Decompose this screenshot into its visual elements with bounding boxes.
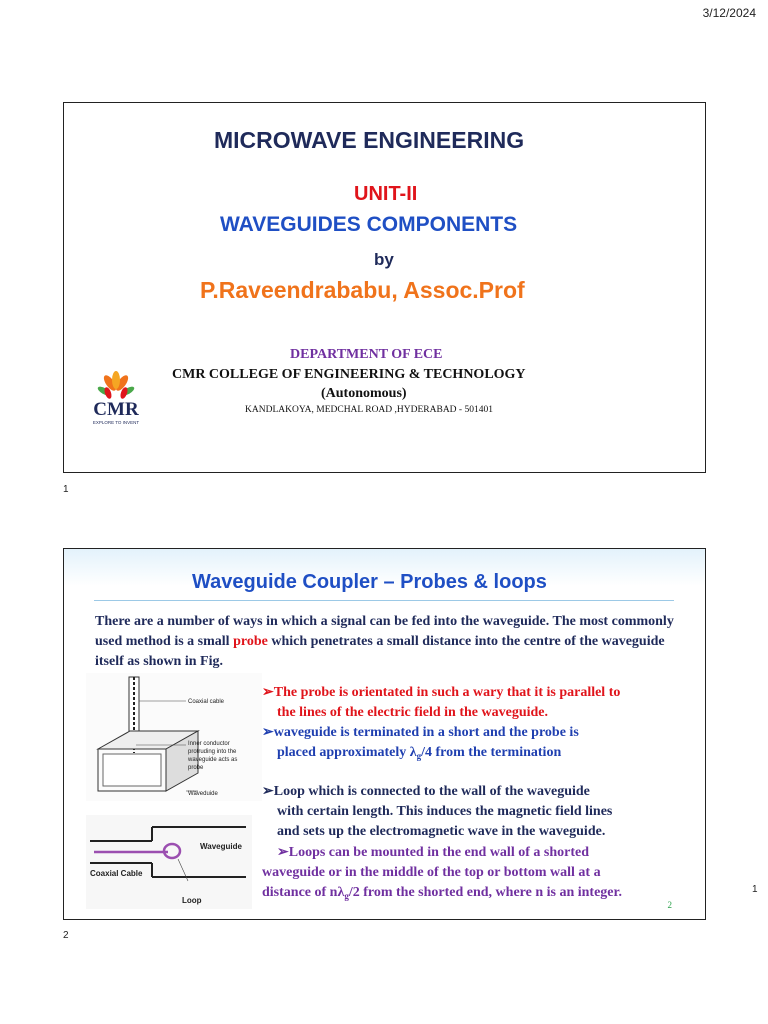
slide-title <box>63 102 706 473</box>
page-number-side: 1 <box>752 884 758 895</box>
flower-icon <box>96 371 135 400</box>
probe-figure <box>86 673 262 801</box>
print-date: 3/12/2024 <box>702 6 756 20</box>
svg-text:Loop: Loop <box>182 896 202 905</box>
svg-text:probe: probe <box>188 765 204 771</box>
department: DEPARTMENT OF ECE <box>290 347 443 362</box>
svg-text:waveguide acts as: waveguide acts as <box>188 757 238 763</box>
bullet-loop-mounting: ➢Loops can be mounted in the end wall of a shorted waveguide or in the middle of the top or bottom wall at a distance of $n\lambda_g/2$ from the shorted end, where n is an integer. <box>262 845 622 901</box>
course-title: MICROWAVE ENGINEERING <box>214 127 525 153</box>
page-number-2: 2 <box>63 930 69 941</box>
unit-label: UNIT-II <box>354 183 418 205</box>
author-name: P.Raveendrababu, Assoc.Prof <box>200 277 525 303</box>
bullet-loop: ➢Loop which is connected to the wall of the waveguide with certain length. This induces the magnetic field lines and sets up the electromagnetic wave in the waveguide. <box>262 784 613 839</box>
by-label: by <box>374 250 394 269</box>
unit-subtitle: WAVEGUIDES COMPONENTS <box>220 213 518 236</box>
bullet-probe-placement: ➢waveguide is terminated in a short and the probe is placed approximately $\lambda_g/4$ from the termination <box>262 725 579 761</box>
page-number-1: 1 <box>63 484 69 495</box>
cmr-logo <box>86 371 146 427</box>
svg-text:Coaxial cable: Coaxial cable <box>188 699 225 705</box>
slide-number: 2 <box>667 900 672 910</box>
svg-text:Waveduide: Waveduide <box>188 791 218 797</box>
bullet-probe-orientation: ➢The probe is orientated in such a wary that it is parallel to the lines of the electric field in the waveguide. <box>262 685 621 720</box>
slide-probes-loops <box>63 548 706 920</box>
probe-highlight: probe <box>233 634 268 649</box>
college-address: KANDLAKOYA, MEDCHAL ROAD ,HYDERABAD - 501401 <box>245 405 493 415</box>
svg-text:Coaxial Cable: Coaxial Cable <box>90 869 143 878</box>
title-divider <box>94 600 674 601</box>
svg-text:EXPLORE TO INVENT: EXPLORE TO INVENT <box>92 420 140 425</box>
slide-heading: Waveguide Coupler – Probes & loops <box>192 571 547 593</box>
autonomous-label: (Autonomous) <box>321 386 407 401</box>
intro-paragraph: There are a number of ways in which a signal can be fed into the waveguide. The most commonly used method is a small probe which penetrates a small distance into the centre of the waveguide itself as shown in Fig. <box>95 614 674 669</box>
loop-figure <box>86 815 252 909</box>
college-name: CMR COLLEGE OF ENGINEERING & TECHNOLOGY <box>172 367 526 382</box>
svg-text:protruding into the: protruding into the <box>188 749 237 755</box>
svg-text:CMR: CMR <box>93 399 139 420</box>
svg-text:Waveguide: Waveguide <box>200 842 242 851</box>
svg-text:Inner conductor: Inner conductor <box>188 741 230 747</box>
